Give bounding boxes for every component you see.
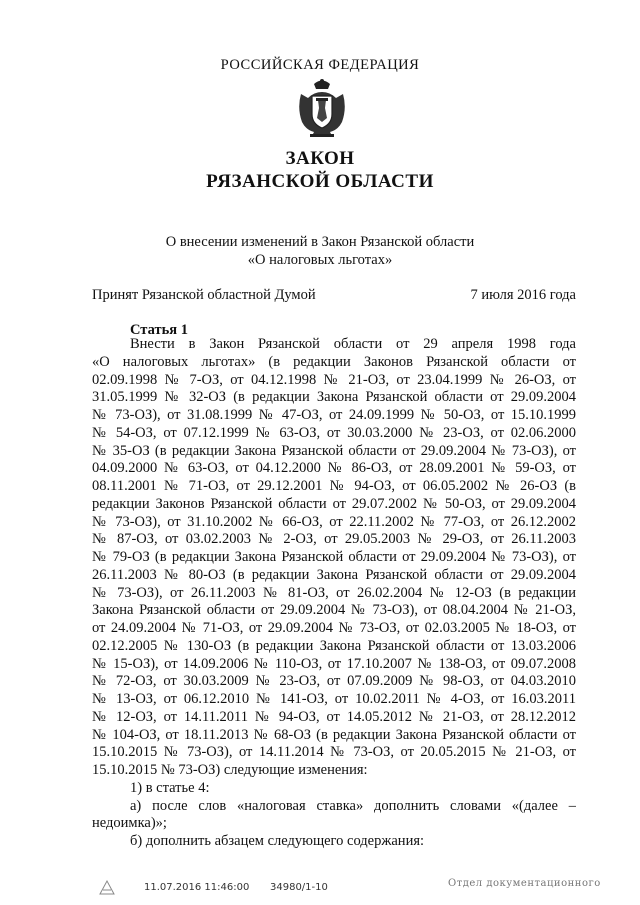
law-title-line1: ЗАКОН [285,148,355,169]
adoption-date: 7 июля 2016 года [470,287,576,303]
registry-mark-icon [97,878,117,896]
law-subject-line2: «О налоговых льготах» [247,252,393,268]
body-line: № 13-ОЗ, от 06.12.2010 № 141-ОЗ, от 10.02.2011 № 4-ОЗ, от 16.03.2011 [92,691,576,707]
body-line: № 87-ОЗ, от 03.02.2003 № 2-ОЗ, от 29.05.2003 № 29-ОЗ, от 26.11.2003 [92,531,576,548]
coat-of-arms-emblem [296,78,348,140]
body-line: 04.09.2000 № 63-ОЗ, от 04.12.2000 № 86-ОЗ, от 28.09.2001 № 59-ОЗ, от [92,460,576,477]
body-line: № 35-ОЗ (в редакции Закона Рязанской области от 29.09.2004 № 73-ОЗ), от [92,442,576,459]
body-line: № 72-ОЗ, от 30.03.2009 № 23-ОЗ, от 07.09.2009 № 98-ОЗ, от 04.03.2010 [92,673,576,690]
body-line: 31.05.1999 № 32-ОЗ (в редакции Закона Рязанской области от 29.09.2004 [92,389,576,406]
adoption-line [92,287,576,304]
country-header: РОССИЙСКАЯ ФЕДЕРАЦИЯ [220,57,420,73]
body-line: Внести в Закон Рязанской области от 29 апреля 1998 года [130,336,576,352]
body-line: Закона Рязанской области от 29.09.2004 № 73-ОЗ), от 08.04.2004 № 21-ОЗ, [92,602,576,619]
adoption-body: Принят Рязанской областной Думой [92,287,316,303]
body-line: 02.09.1998 № 7-ОЗ, от 04.12.1998 № 21-ОЗ, от 23.04.1999 № 26-ОЗ, от [92,371,576,388]
footer-timestamp: 11.07.2016 11:46:00 [144,882,250,893]
body-line: редакции Законов Рязанской области от 29.07.2002 № 50-ОЗ, от 29.09.2004 [92,495,576,512]
footer-doc-number: 34980/1-10 [270,882,328,893]
body-line: недоимка)»; [92,815,167,832]
article-heading: Статья 1 [130,322,188,338]
body-line: 15.10.2015 № 73-ОЗ), от 14.11.2014 № 73-ОЗ, от 20.05.2015 № 21-ОЗ, от [92,744,576,761]
body-line: б) дополнить абзацем следующего содержания: [130,833,425,849]
article-body [92,336,576,851]
body-line: а) после слов «налоговая ставка» дополнить словами «(далее – [130,797,576,814]
body-line: «О налоговых льготах» (в редакции Законов Рязанской области от [92,353,576,370]
law-subject-line1: О внесении изменений в Закон Рязанской области [165,234,475,250]
body-line: № 15-ОЗ), от 14.09.2006 № 110-ОЗ, от 17.10.2007 № 138-ОЗ, от 09.07.2008 [92,655,576,672]
body-line: 26.11.2003 № 80-ОЗ (в редакции Закона Рязанской области от 29.09.2004 [92,566,576,583]
law-title-line2: РЯЗАНСКОЙ ОБЛАСТИ [206,171,434,192]
body-line: № 104-ОЗ, от 18.11.2013 № 68-ОЗ (в редакции Закона Рязанской области от [92,726,576,743]
body-line: 1) в статье 4: [130,779,210,796]
body-line: 08.11.2001 № 71-ОЗ, от 29.12.2001 № 94-ОЗ, от 06.05.2002 № 26-ОЗ (в [92,478,576,494]
body-line: № 73-ОЗ), от 26.11.2003 № 81-ОЗ, от 26.02.2004 № 12-ОЗ (в редакции [92,584,576,601]
law-subject [0,233,640,269]
body-line: № 73-ОЗ), от 31.10.2002 № 66-ОЗ, от 22.11.2002 № 77-ОЗ, от 26.12.2002 [92,513,576,530]
body-line: 02.12.2005 № 130-ОЗ (в редакции Закона Рязанской области от 13.03.2006 [92,637,576,654]
body-line: 15.10.2015 № 73-ОЗ) следующие изменения: [92,762,368,778]
body-line: № 54-ОЗ, от 07.12.1999 № 63-ОЗ, от 30.03.2000 № 23-ОЗ, от 02.06.2000 [92,424,576,441]
body-line: от 24.09.2004 № 71-ОЗ, от 29.09.2004 № 73-ОЗ, от 02.03.2005 № 18-ОЗ, от [92,620,576,636]
law-title [0,147,640,193]
department-stamp: Отдел документационного [448,878,601,889]
page-footer [0,878,640,898]
body-line: № 12-ОЗ, от 14.11.2011 № 94-ОЗ, от 14.05.2012 № 21-ОЗ, от 28.12.2012 [92,708,576,725]
body-line: № 79-ОЗ (в редакции Закона Рязанской области от 29.09.2004 № 73-ОЗ), от [92,549,576,565]
body-line: № 73-ОЗ), от 31.08.1999 № 47-ОЗ, от 24.09.1999 № 50-ОЗ, от 15.10.1999 [92,407,576,423]
